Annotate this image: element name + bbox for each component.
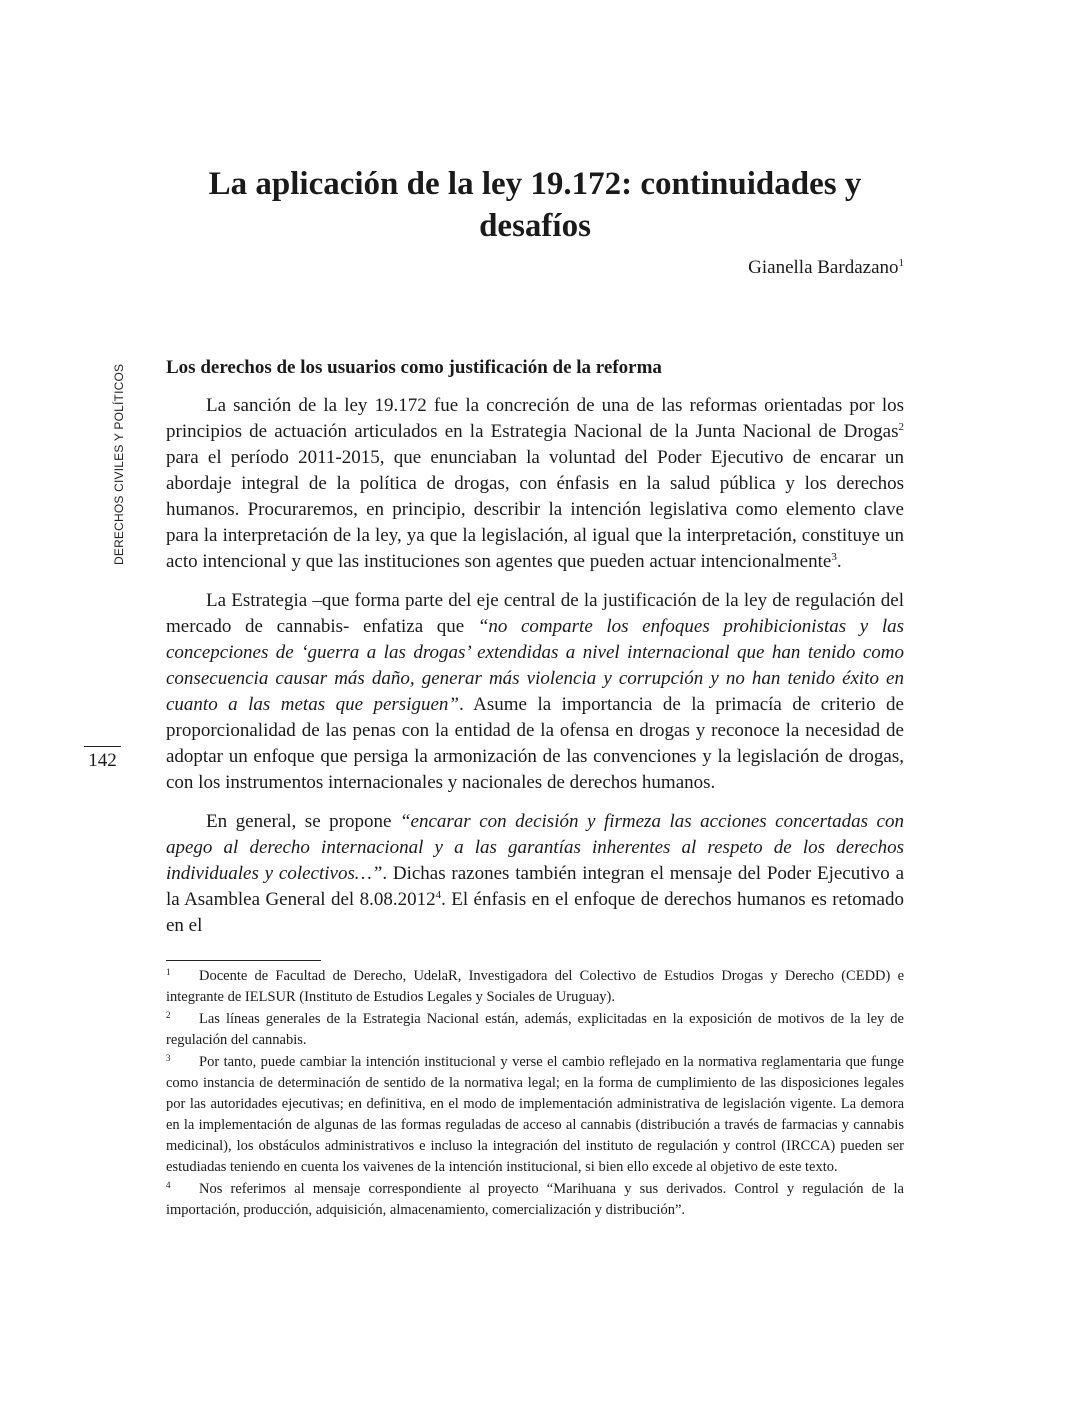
- page-number: 142: [88, 750, 117, 771]
- paragraph-3-text-a: En general, se propone: [206, 811, 400, 832]
- paragraph-2-text-b: . Asume la importancia de la primacía de criterio de proporcionalidad de las penas con la entidad de la ofensa en drogas y reconoce la necesidad de adoptar un enfoque que persiga la armonización de las convenciones y la legislación de drogas, con los instrumentos internacionales y nacionales de derechos humanos.: [166, 694, 904, 793]
- paragraph-1-text-a: La sanción de la ley 19.172 fue la concreción de una de las reformas orientadas por los principios de actuación articulados en la Estrategia Nacional de la Junta Nacional de Drogas: [166, 395, 904, 442]
- paragraph-3-text-c: . El énfasis en el enfoque de derechos humanos es retomado en el: [166, 889, 904, 936]
- paragraph-2: [166, 588, 904, 796]
- paragraph-1: [166, 393, 904, 575]
- paragraph-3-text-b: . Dichas razones también integran el mensaje del Poder Ejecutivo a la Asamblea General del 8.08.2012: [166, 863, 904, 910]
- footnote-text: Por tanto, puede cambiar la intención institucional y verse el cambio reflejado en la normativa reglamentaria que funge como instancia de determinación de sentido de la normativa legal; en la forma de cumplimiento de las disposiciones legales por las autoridades ejecutivas; en definitiva, en el modo de implementación administrativa de legislación vigente. La demora en la implementación de algunas de las formas reguladas de acceso al cannabis (distribución a través de farmacias y cannabis medicinal), los obstáculos administrativos e incluso la integración del instituto de regulación y control (IRCCA) pueden ser estudiadas teniendo en cuenta los vaivenes de la intención institucional, si bien ello excede al objetivo de este texto.: [166, 1054, 904, 1175]
- author-name: [748, 256, 904, 280]
- footnote-3: 3 Por tanto, puede cambiar la intención institucional y verse el cambio reflejado en la normativa reglamentaria que funge como instancia de determinación de sentido de la normativa legal; en la forma de cumplimiento de las disposiciones legales por las autoridades ejecutivas; en definitiva, en el modo de implementación administrativa de legislación vigente. La demora en la implementación de algunas de las formas reguladas de acceso al cannabis (distribución a través de farmacias y cannabis medicinal), los obstáculos administrativos e incluso la integración del instituto de regulación y control (IRCCA) pueden ser estudiadas teniendo en cuenta los vaivenes de la intención institucional, si bien ello excede al objetivo de este texto.: [166, 1053, 904, 1175]
- page-number-rule: [84, 746, 121, 747]
- footnote-text: Nos referimos al mensaje correspondiente al proyecto “Marihuana y sus derivados. Control y regulación de la importación, producción, adquisición, almacenamiento, comercialización y distribución”.: [166, 1181, 904, 1218]
- footnote-ref-3[interactable]: 3: [831, 551, 837, 563]
- footnote-ref-4[interactable]: 4: [435, 889, 442, 901]
- footnote-4: 4 Nos referimos al mensaje correspondiente al proyecto “Marihuana y sus derivados. Control y regulación de la importación, producción, adquisición, almacenamiento, comercialización y distribución”.: [166, 1180, 904, 1218]
- section-heading: Los derechos de los usuarios como justificación de la reforma: [166, 357, 662, 378]
- page-title: La aplicación de la ley 19.172: continuidades y desafíos: [208, 166, 862, 244]
- footnote-2: 2 Las líneas generales de la Estrategia Nacional están, además, explicitadas en la exposición de motivos de la ley de regulación del cannabis.: [166, 1010, 904, 1048]
- paragraph-2-quote: “no comparte los enfoques prohibicionistas y las concepciones de ‘guerra a las drogas’ extendidas a nivel internacional que han tenido como consecuencia causar más daño, generar más violencia y corrupción y no han tenido éxito en cuanto a las metas que persiguen”: [166, 616, 904, 715]
- footnote-text: Las líneas generales de la Estrategia Nacional están, además, explicitadas en la exposición de motivos de la ley de regulación del cannabis.: [166, 1011, 904, 1048]
- footnote-1: 1 Docente de Facultad de Derecho, UdelaR, Investigadora del Colectivo de Estudios Drogas y Derecho (CEDD) e integrante de IELSUR (Instituto de Estudios Legales y Sociales de Uruguay).: [166, 967, 904, 1005]
- paragraph-1-text-b: para el período 2011-2015, que enunciaban la voluntad del Poder Ejecutivo de encarar un abordaje integral de la política de drogas, con énfasis en la salud pública y los derechos humanos. Procuraremos, en principio, describir la intención legislativa como elemento clave para la interpretación de la ley, ya que la legislación, al igual que la interpretación, constituye un acto intencional y que las instituciones son agentes que pueden actuar intencionalmente: [166, 447, 904, 572]
- paragraph-3: [166, 809, 904, 939]
- footnote-ref-2[interactable]: 2: [898, 421, 904, 433]
- main-text: [166, 356, 904, 952]
- author-label: Gianella Bardazano: [748, 257, 899, 278]
- section-side-label: DERECHOS CIVILES Y POLÍTICOS: [112, 363, 126, 565]
- paragraph-1-text-c: .: [836, 551, 842, 572]
- footnotes: [166, 966, 904, 1222]
- paragraph-3-quote: “encarar con decisión y firmeza las acciones concertadas con apego al derecho internacional y a las garantías inherentes al respeto de los derechos individuales y colectivos…”: [166, 811, 904, 884]
- author-footnote-ref[interactable]: 1: [898, 257, 904, 269]
- paragraph-2-text-a: La Estrategia –que forma parte del eje central de la justificación de la ley de regulación del mercado de cannabis- enfatiza que: [166, 590, 904, 637]
- footnote-separator: [166, 960, 321, 961]
- footnote-text: Docente de Facultad de Derecho, UdelaR, Investigadora del Colectivo de Estudios Drogas y Derecho (CEDD) e integrante de IELSUR (Instituto de Estudios Legales y Sociales de Uruguay).: [166, 968, 904, 1005]
